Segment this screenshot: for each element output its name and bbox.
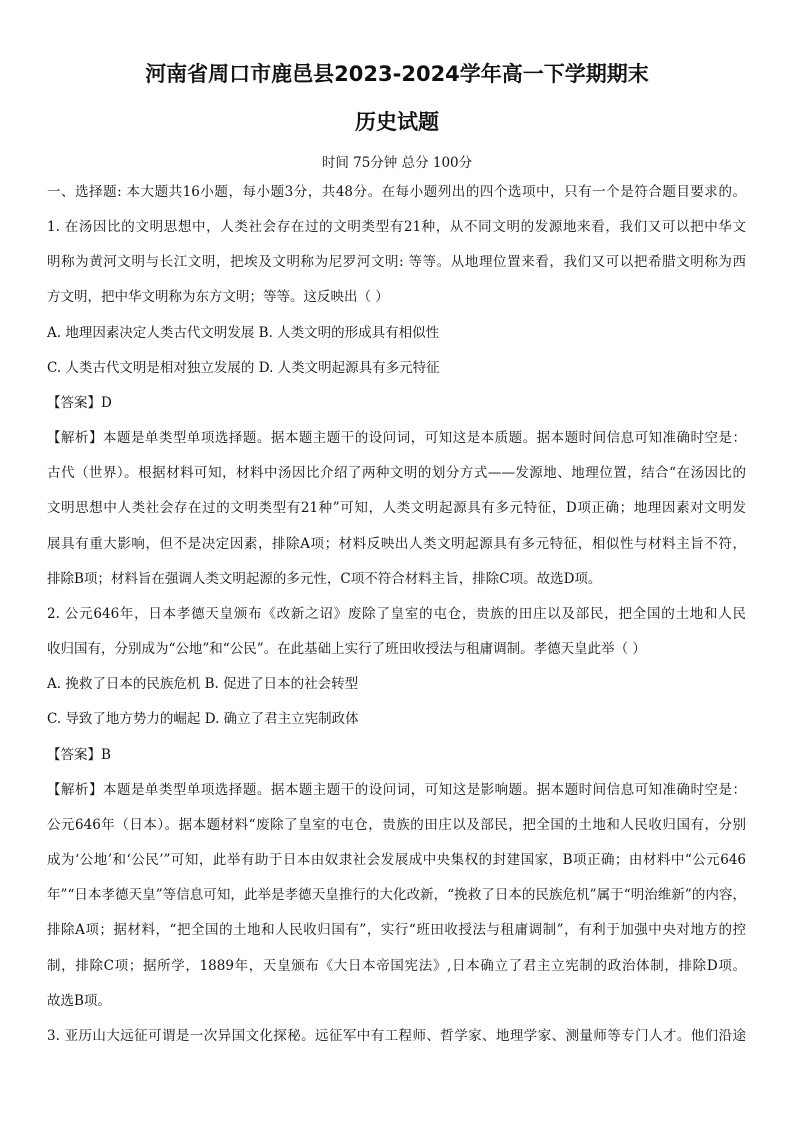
question-2-analysis: 制，排除C项；据所学，1889年，天皇颁布《大日本帝国宪法》,日本确立了君主立宪制的政治体制，排除D项。: [47, 958, 746, 974]
question-1-line: 方文明，把中华文明称为东方文明；等等。这反映出（ ）: [47, 289, 389, 305]
question-1-analysis: 展具有重大影响，但不是决定因素，排除A项；材料反映出人类文明起源具有多元特征，相似性与材料主旨不符，: [47, 536, 746, 552]
question-2-options-cd: C. 导致了地方势力的崛起 D. 确立了君主立宪制政体: [47, 711, 359, 727]
question-1-line: 明称为黄河文明与长江文明，把埃及文明称为尼罗河文明: 等等。从地理位置来看，我们又可以把希腊文明称为西: [47, 254, 746, 270]
question-1-analysis: 文明思想中人类社会存在过的文明类型有21种”可知，人类文明起源具有多元特征，D项正确；地理因素对文明发: [47, 500, 746, 516]
section-heading: 一、选择题: 本大题共16小题，每小题3分，共48分。在每小题列出的四个选项中，只有一个是符合题目要求的。: [47, 184, 746, 200]
document-subtitle: 历史试题: [355, 110, 439, 134]
question-1-analysis: 排除B项；材料旨在强调人类文明起源的多元性，C项不符合材料主旨，排除C项。故选D项。: [47, 571, 602, 587]
question-2-analysis: 年”“日本孝德天皇”等信息可知，此举是孝德天皇推行的大化改新，“挽救了日本的民族危机”属于“明治维新”的内容，: [47, 887, 746, 903]
question-2-answer: 【答案】B: [47, 747, 111, 763]
document-title: 河南省周口市鹿邑县2023-2024学年高一下学期期末: [145, 62, 649, 86]
question-1-analysis: 古代（世界）。根据材料可知，材料中汤因比介绍了两种文明的划分方式——发源地、地理位置，结合“在汤因比的: [47, 465, 746, 481]
question-2-line: 2. 公元646年，日本孝德天皇颁布《改新之诏》废除了皇室的屯仓，贵族的田庄以及部民，把全国的土地和人民: [47, 606, 746, 622]
question-2-analysis: 公元646年（日本）。据本题材料“废除了皇室的屯仓，贵族的田庄以及部民，把全国的土地和人民收归国有，分别: [47, 817, 746, 833]
question-2-analysis: 成为‘公地’和‘公民’”可知，此举有助于日本由奴隶社会发展成中央集权的封建国家，B项正确；由材料中“公元646: [47, 852, 746, 868]
question-2-analysis: 排除A项；据材料，“把全国的土地和人民收归国有”，实行“班田收授法与租庸调制”，有利于加强中央对地方的控: [47, 922, 746, 938]
question-2-analysis: 【解析】本题是单类型单项选择题。据本题主题干的设问词，可知这是影响题。据本题时间信息可知准确时空是：: [47, 782, 746, 798]
exam-meta: 时间 75分钟 总分 100分: [321, 155, 473, 171]
question-1-analysis: 【解析】本题是单类型单项选择题。据本题主题干的设问词，可知这是本质题。据本题时间信息可知准确时空是：: [47, 430, 746, 446]
question-1-answer: 【答案】D: [47, 395, 112, 411]
question-2-analysis: 故选B项。: [47, 993, 111, 1009]
question-3-line: 3. 亚历山大远征可谓是一次异国文化探秘。远征军中有工程师、哲学家、地理学家、测量师等专门人才。他们沿途: [47, 1028, 746, 1044]
question-1-line: 1. 在汤因比的文明思想中，人类社会存在过的文明类型有21种，从不同文明的发源地来看，我们又可以把中华文: [47, 219, 746, 235]
question-2-line: 收归国有，分别成为“公地”和“公民”。在此基础上实行了班田收授法与租庸调制。孝德天皇此举（ ）: [47, 641, 646, 657]
question-2-options-ab: A. 挽救了日本的民族危机 B. 促进了日本的社会转型: [47, 676, 359, 692]
question-1-options-ab: A. 地理因素决定人类古代文明发展 B. 人类文明的形成具有相似性: [47, 325, 440, 341]
question-1-options-cd: C. 人类古代文明是相对独立发展的 D. 人类文明起源具有多元特征: [47, 360, 440, 376]
